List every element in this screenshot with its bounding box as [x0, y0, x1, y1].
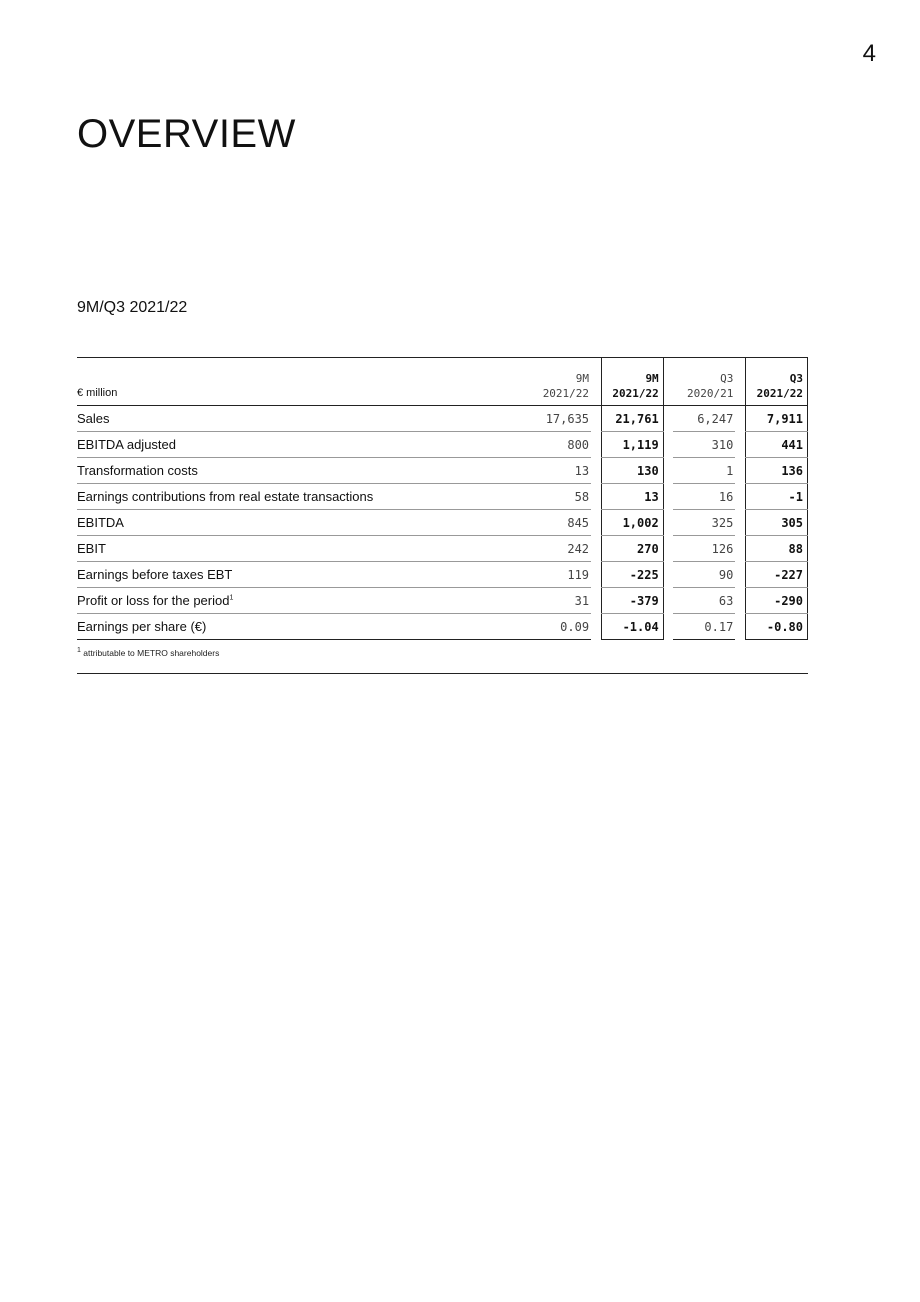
value-cell: -225: [601, 562, 663, 588]
value-cell: 0.09: [529, 614, 591, 640]
value-cell: 845: [529, 510, 591, 536]
value-cell: -1: [745, 484, 807, 510]
value-cell: 63: [673, 588, 735, 614]
table-row: [77, 458, 808, 484]
value-cell: -0.80: [745, 614, 807, 640]
row-label: Profit or loss for the period$^1$: [77, 588, 529, 614]
row-label: Earnings per share (€): [77, 614, 529, 640]
value-cell: 13: [601, 484, 663, 510]
value-cell: 136: [745, 458, 807, 484]
value-cell: 88: [745, 536, 807, 562]
row-label: EBITDA: [77, 510, 529, 536]
row-label: EBITDA adjusted: [77, 432, 529, 458]
value-cell: 1: [673, 458, 735, 484]
column-header: 9M 2021/22: [529, 358, 591, 406]
value-cell: 1,119: [601, 432, 663, 458]
table-row: [77, 614, 808, 640]
row-label: Earnings contributions from real estate transactions: [77, 484, 529, 510]
value-cell: 270: [601, 536, 663, 562]
value-cell: 441: [745, 432, 807, 458]
table-row: [77, 562, 808, 588]
value-cell: 0.17: [673, 614, 735, 640]
row-label: Transformation costs: [77, 458, 529, 484]
table-row: [77, 536, 808, 562]
table-row: [77, 406, 808, 432]
value-cell: 325: [673, 510, 735, 536]
financial-overview-table: [77, 357, 808, 640]
value-cell: 119: [529, 562, 591, 588]
value-cell: 126: [673, 536, 735, 562]
column-header: Q3 2021/22: [745, 358, 807, 406]
value-cell: 7,911: [745, 406, 807, 432]
value-cell: 130: [601, 458, 663, 484]
table-row: [77, 510, 808, 536]
value-cell: 21,761: [601, 406, 663, 432]
page-number: 4: [862, 40, 876, 67]
column-header: Q3 2020/21: [673, 358, 735, 406]
value-cell: -1.04: [601, 614, 663, 640]
table-row: [77, 588, 808, 614]
value-cell: 242: [529, 536, 591, 562]
value-cell: 58: [529, 484, 591, 510]
table-header-row: [77, 358, 808, 406]
row-label: Sales: [77, 406, 529, 432]
value-cell: -379: [601, 588, 663, 614]
footnote: $^1$ attributable to METRO shareholders: [77, 647, 220, 658]
row-label: EBIT: [77, 536, 529, 562]
footnote-marker: 1: [229, 594, 234, 602]
value-cell: 90: [673, 562, 735, 588]
value-cell: 13: [529, 458, 591, 484]
value-cell: 17,635: [529, 406, 591, 432]
table-row: [77, 432, 808, 458]
value-cell: 1,002: [601, 510, 663, 536]
value-cell: -227: [745, 562, 807, 588]
value-cell: -290: [745, 588, 807, 614]
page-title: OVERVIEW: [77, 112, 296, 156]
value-cell: 310: [673, 432, 735, 458]
row-label: Earnings before taxes EBT: [77, 562, 529, 588]
value-cell: 6,247: [673, 406, 735, 432]
column-header: 9M 2021/22: [601, 358, 663, 406]
value-cell: 31: [529, 588, 591, 614]
section-subtitle: 9M/Q3 2021/22: [77, 299, 188, 316]
unit-label: € million: [77, 358, 529, 406]
value-cell: 305: [745, 510, 807, 536]
table-row: [77, 484, 808, 510]
footnote-area: [77, 637, 808, 674]
value-cell: 16: [673, 484, 735, 510]
value-cell: 800: [529, 432, 591, 458]
